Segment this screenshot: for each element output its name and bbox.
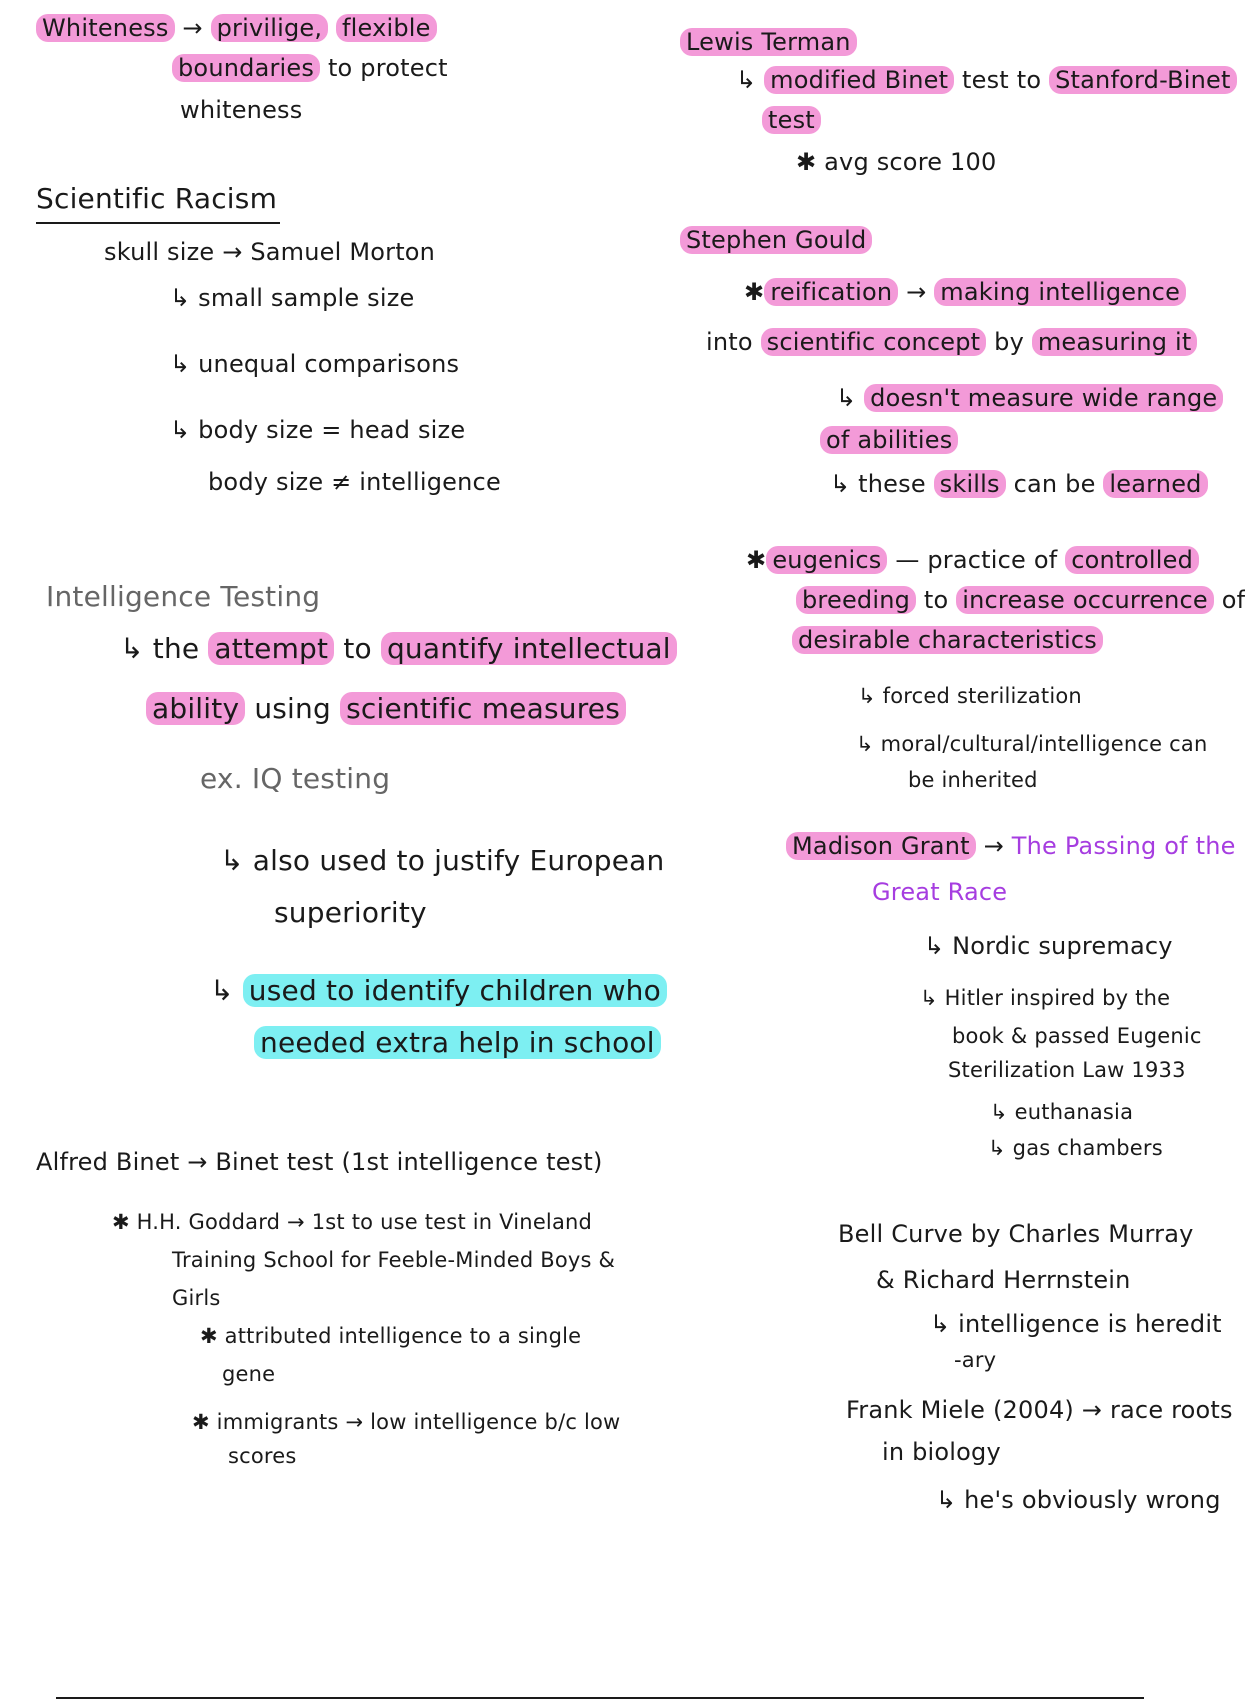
- binet-line: Alfred Binet → Binet test (1st intelligence test): [36, 1148, 603, 1176]
- passing-of-title: The Passing of the: [1011, 832, 1236, 860]
- breeding-highlight: breeding: [796, 586, 916, 614]
- forced-sterilization-line: ↳ forced sterilization: [858, 684, 1082, 708]
- these-text: ↳ these: [830, 470, 926, 498]
- test-highlight: test: [762, 106, 821, 134]
- intel-line-1-prefix: ↳ the: [120, 632, 200, 665]
- into-text: into: [706, 328, 753, 356]
- whiteness-term: Whiteness: [36, 14, 175, 42]
- bottom-divider: [56, 1697, 1144, 1699]
- intel-line-2: [146, 690, 626, 728]
- arrow: →: [182, 14, 203, 42]
- heredity-line-2: -ary: [954, 1348, 997, 1372]
- goddard-line-1: ✱ H.H. Goddard → 1st to use test in Vineland: [112, 1210, 593, 1234]
- modified-binet-highlight: modified Binet: [764, 66, 954, 94]
- bell-curve-line-2: & Richard Herrnstein: [876, 1266, 1131, 1294]
- abilities-highlight: of abilities: [820, 426, 958, 454]
- increase-highlight: increase occurrence: [956, 586, 1214, 614]
- doesnt-measure-line: [836, 382, 1223, 414]
- controlled-highlight: controlled: [1065, 546, 1199, 574]
- hitler-line-2: book & passed Eugenic: [952, 1024, 1202, 1048]
- can-be-text: can be: [1013, 470, 1096, 498]
- inherited-line-1: ↳ moral/cultural/intelligence can: [856, 732, 1208, 756]
- sci-racism-line-2: ↳ small sample size: [170, 284, 415, 312]
- stanford-binet-highlight: Stanford-Binet: [1049, 66, 1237, 94]
- miele-line-2: in biology: [882, 1438, 1001, 1466]
- goddard-line-3: Girls: [172, 1286, 221, 1310]
- whiteness-line-2: [172, 52, 448, 84]
- sci-racism-line-4: ↳ body size = head size: [170, 416, 466, 444]
- by-text: by: [994, 328, 1024, 356]
- justify-line-1: ↳ also used to justify European: [220, 844, 665, 877]
- learned-line: [830, 468, 1208, 500]
- sci-racism-line-5: body size ≠ intelligence: [208, 468, 501, 496]
- eugenics-line-2: [796, 584, 1245, 616]
- gas-chambers-line: ↳ gas chambers: [988, 1136, 1163, 1160]
- reification-line: [744, 276, 1186, 308]
- to-text: to: [923, 586, 949, 614]
- iq-example: ex. IQ testing: [200, 762, 391, 795]
- whiteness-line-1: [36, 12, 437, 44]
- whiteness-line-3: whiteness: [180, 96, 303, 124]
- heading-underline: [36, 222, 280, 224]
- sci-racism-line-1: skull size → Samuel Morton: [104, 238, 436, 266]
- learned-highlight: learned: [1103, 470, 1207, 498]
- star-icon: ✱: [744, 278, 765, 306]
- scientific-measures-highlight: scientific measures: [340, 692, 626, 725]
- wrong-line: ↳ he's obviously wrong: [936, 1486, 1221, 1514]
- arrow: ↳: [210, 974, 234, 1007]
- arrow: ↳: [836, 384, 857, 412]
- lewis-terman-highlight: Lewis Terman: [680, 28, 857, 56]
- hitler-line-3: Sterilization Law 1933: [948, 1058, 1186, 1082]
- identify-line-2: [254, 1024, 661, 1062]
- stephen-gould-highlight: Stephen Gould: [680, 226, 872, 254]
- terman-mid-text: test to: [962, 66, 1042, 94]
- intelligence-testing-heading: Intelligence Testing: [46, 580, 321, 613]
- eugenics-line-3: [792, 624, 1103, 656]
- scientific-concept-highlight: scientific concept: [761, 328, 987, 356]
- reification-highlight: reification: [764, 278, 898, 306]
- identify-line-1: [210, 972, 667, 1010]
- intel-line-1-mid: to: [343, 632, 372, 665]
- hitler-line-1: ↳ Hitler inspired by the: [920, 986, 1171, 1010]
- flexible-highlight: flexible: [336, 14, 437, 42]
- heredity-line-1: ↳ intelligence is heredit: [930, 1310, 1222, 1338]
- arrow: ↳: [736, 66, 757, 94]
- skills-highlight: skills: [934, 470, 1006, 498]
- immigrants-line-1: ✱ immigrants → low intelligence b/c low: [192, 1410, 621, 1434]
- terman-test-line: [762, 104, 821, 136]
- attributed-line-2: gene: [222, 1362, 276, 1386]
- intel-line-1: [120, 630, 677, 668]
- ability-highlight: ability: [146, 692, 245, 725]
- eugenics-line-1: [746, 544, 1199, 576]
- bell-curve-line-1: Bell Curve by Charles Murray: [838, 1220, 1194, 1248]
- eugenics-highlight: eugenics: [766, 546, 887, 574]
- immigrants-line-2: scores: [228, 1444, 297, 1468]
- attributed-line-1: ✱ attributed intelligence to a single: [200, 1324, 582, 1348]
- whiteness-rest-1: to protect: [327, 54, 448, 82]
- boundaries-highlight: boundaries: [172, 54, 320, 82]
- making-intelligence-highlight: making intelligence: [934, 278, 1186, 306]
- star-icon: ✱: [746, 546, 767, 574]
- goddard-line-2: Training School for Feeble-Minded Boys &: [172, 1248, 616, 1272]
- euthanasia-line: ↳ euthanasia: [990, 1100, 1134, 1124]
- extra-help-highlight: needed extra help in school: [254, 1026, 661, 1059]
- arrow: →: [906, 278, 927, 306]
- abilities-line: [820, 424, 958, 456]
- gould-line: [680, 224, 872, 256]
- madison-grant-highlight: Madison Grant: [786, 832, 976, 860]
- scientific-racism-heading: Scientific Racism: [36, 182, 278, 215]
- desirable-characteristics-highlight: desirable characteristics: [792, 626, 1103, 654]
- eugenics-definition: — practice of: [895, 546, 1058, 574]
- great-race-title: Great Race: [872, 878, 1008, 906]
- intel-line-2-mid: using: [254, 692, 331, 725]
- terman-modified-line: [736, 64, 1237, 96]
- doesnt-measure-highlight: doesn't measure wide range: [864, 384, 1223, 412]
- grant-line-1: [786, 830, 1236, 862]
- justify-line-2: superiority: [274, 896, 427, 929]
- quantify-highlight: quantify intellectual: [381, 632, 677, 665]
- into-line: [706, 326, 1197, 358]
- of-text: of: [1221, 586, 1245, 614]
- arrow: →: [983, 832, 1004, 860]
- measuring-highlight: measuring it: [1032, 328, 1198, 356]
- inherited-line-2: be inherited: [908, 768, 1038, 792]
- attempt-highlight: attempt: [208, 632, 334, 665]
- terman-line: [680, 26, 857, 58]
- miele-line-1: Frank Miele (2004) → race roots: [846, 1396, 1233, 1424]
- privilege-highlight: privilige,: [211, 14, 329, 42]
- identify-highlight: used to identify children who: [243, 974, 667, 1007]
- avg-score-line: ✱ avg score 100: [796, 148, 997, 176]
- sci-racism-line-3: ↳ unequal comparisons: [170, 350, 460, 378]
- nordic-line: ↳ Nordic supremacy: [924, 932, 1173, 960]
